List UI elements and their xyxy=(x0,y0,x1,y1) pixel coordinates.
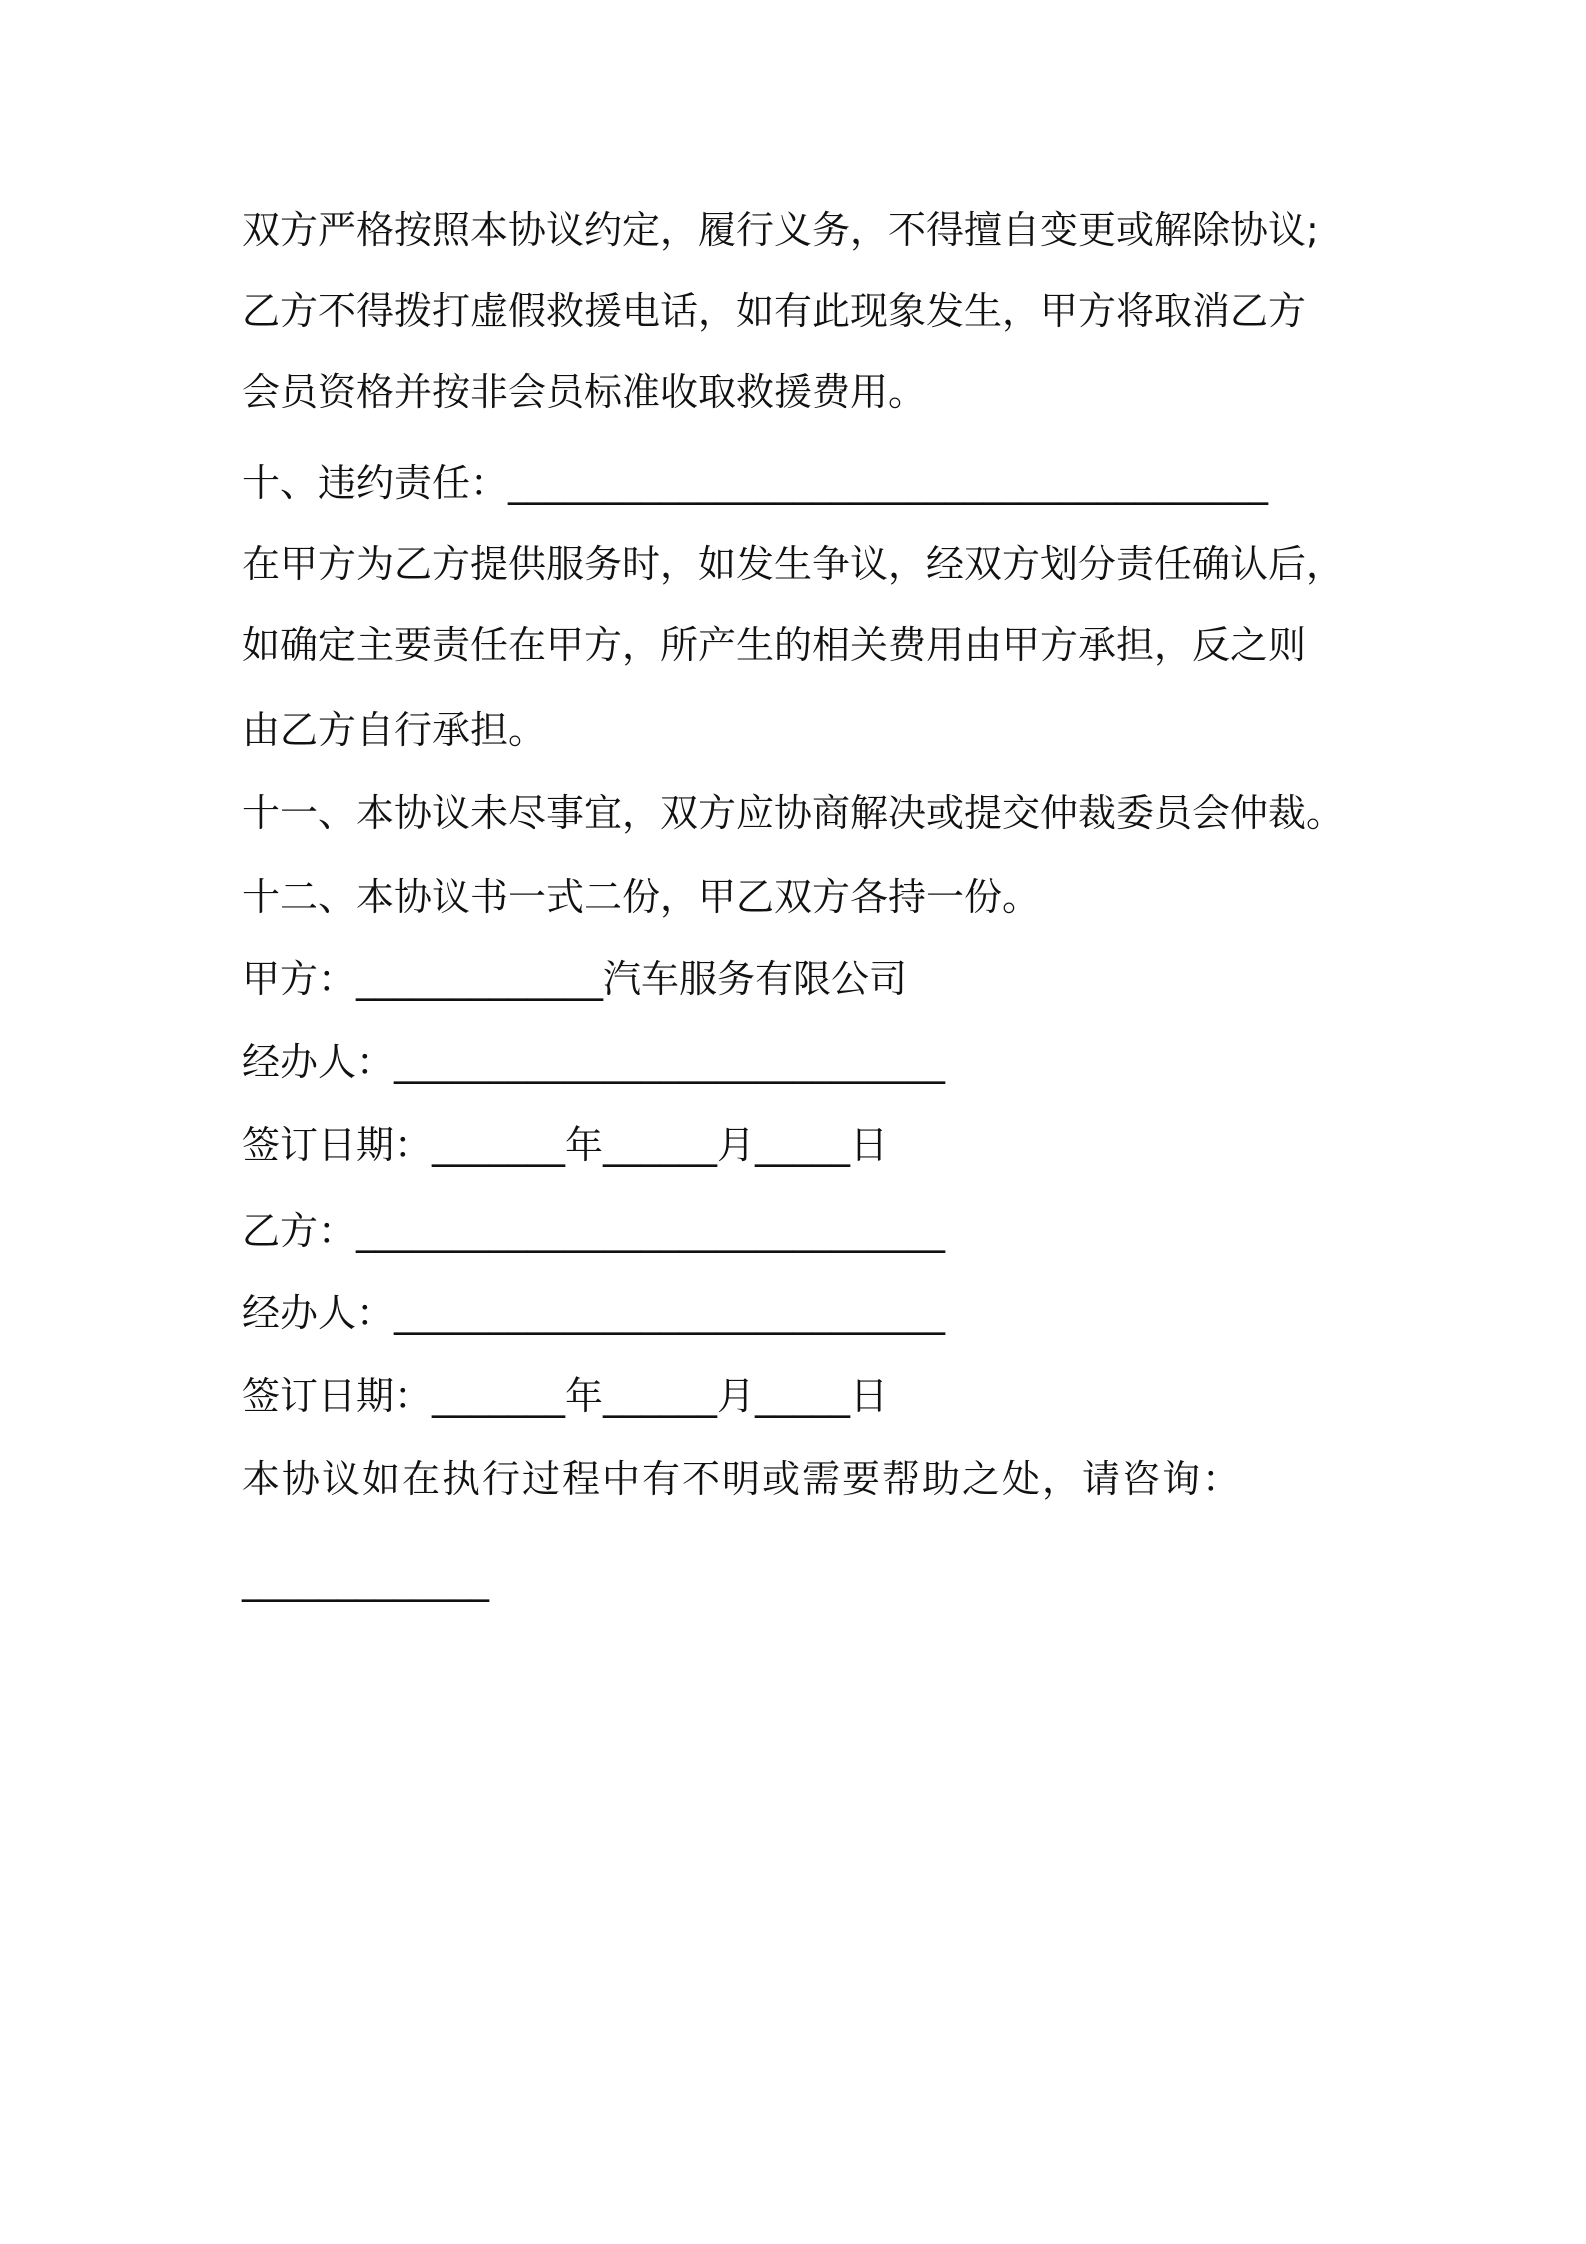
party-b-line: 乙方：_______________________________ xyxy=(242,1209,946,1253)
party-b-date-line: 签订日期：_______年______月_____日 xyxy=(242,1374,889,1418)
party-a-agent-line: 经办人：_____________________________ xyxy=(242,1040,946,1084)
clause-text-line: 在甲方为乙方提供服务时，如发生争议，经双方划分责任确认后， xyxy=(242,542,1345,586)
party-a-line: 甲方：_____________汽车服务有限公司 xyxy=(242,957,908,1001)
clause-11: 十一、本协议未尽事宜，双方应协商解决或提交仲裁委员会仲裁。 xyxy=(242,791,1345,835)
clause-10-heading: 十、违约责任：________________________________________ xyxy=(242,461,1269,505)
clause-12: 十二、本协议书一式二份，甲乙双方各持一份。 xyxy=(242,875,1041,919)
clause-text-line: 由乙方自行承担。 xyxy=(242,708,547,752)
clause-text-line: 双方严格按照本协议约定，履行义务，不得擅自变更或解除协议; xyxy=(242,208,1319,252)
consultation-blank: _____________ xyxy=(242,1558,489,1602)
consultation-line: 本协议如在执行过程中有不明或需要帮助之处，请咨询： xyxy=(242,1457,1243,1501)
clause-text-line: 乙方不得拨打虚假救援电话，如有此现象发生，甲方将取消乙方 xyxy=(242,289,1307,333)
party-b-agent-line: 经办人：_____________________________ xyxy=(242,1291,946,1335)
party-a-date-line: 签订日期：_______年______月_____日 xyxy=(242,1123,889,1167)
clause-text-line: 如确定主要责任在甲方，所产生的相关费用由甲方承担，反之则 xyxy=(242,623,1307,667)
clause-text-line: 会员资格并按非会员标准收取救援费用。 xyxy=(242,370,927,414)
